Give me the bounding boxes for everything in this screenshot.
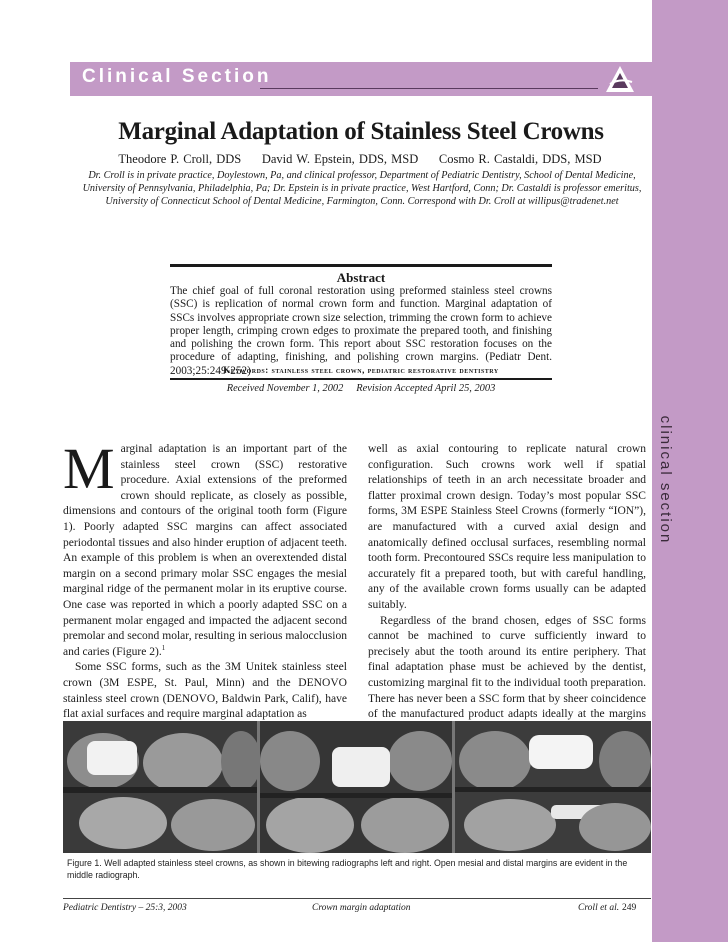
header-rule xyxy=(260,88,598,89)
footer-journal: Pediatric Dentistry – 25:3, 2003 xyxy=(63,903,187,913)
section-title: Clinical Section xyxy=(82,66,272,87)
side-section-label: clinical section xyxy=(657,415,674,545)
body-column-left xyxy=(63,436,347,723)
dropcap-letter: M xyxy=(63,436,115,501)
body-paragraph: well as axial contouring to replicate natural crown configuration. Such crowns work well if spatial relationships of teeth in an arch necessitate broader and flatter proximal crown design. Today’s most popular SSC forms, 3M ESPE Stainless Steel Crowns (formerly “ION”), are manufactured with a curved axial design and anatomically defined occlusal surfaces, resembling normal tooth form. Precontoured SSCs require less manipulation to accurately fit a prepared tooth, but with careful handling, any of the available crown forms usually can be adapted suitably. xyxy=(368,443,646,611)
body-paragraph: arginal adaptation is an important part of the stainless steel crown (SSC) restorative procedure. Axial extensions of the preformed crown should replicate, as closely as possible, dimensions and contours of the original tooth form (Figure 1). Poorly adapted SSC margins can affect associated periodontal tissues and also hinder eruption of adjacent teeth. An example of this problem is when an overextended distal margin on a second primary molar SSC engages the mesial marginal ridge of the permanent molar in its eruptive course. One case was reported in which a poorly adapted SSC on a permanent molar engaged and impacted the adjacent second premolar and second molar, resulting in serious malocclusion and caries (Figure 2). xyxy=(63,443,347,658)
article-title: Marginal Adaptation of Stainless Steel Crowns xyxy=(118,118,604,145)
abstract-bottom-rule xyxy=(170,378,552,380)
page-number: 249 xyxy=(622,903,637,913)
reference-marker: 1 xyxy=(161,643,166,652)
footer-running-title: Crown margin adaptation xyxy=(312,903,411,913)
body-paragraph: Regardless of the brand chosen, edges of SSC forms cannot be machined to curve sufficiently inward to precisely abut the tooth around its entire periphery. That final adaptation phase must be achieved by the dentist, customizing marginal fit to the individual tooth preparation. There has never been a SSC form that by sheer coincidence of the manufactured product adapts ideally at the margins xyxy=(368,614,646,721)
footer-rule xyxy=(63,898,651,899)
received-dates: Received November 1, 2002 Revision Accepted April 25, 2003 xyxy=(226,383,496,394)
author-affiliations: Dr. Croll is in private practice, Doylestown, Pa, and clinical professor, Department of Pediatric Dentistry, School of Dental Medicine, University of Pennsylvania, Philadelphia, Pa; Dr. Epstein is in private practice, West Hartford, Conn; Dr. Castaldi is professor emeritus, University of Connecticut School of Dental Medicine, Farmington, Conn. Correspond with Dr. Croll at willipus@tradenet.net xyxy=(82,170,642,207)
radiograph-middle xyxy=(260,721,452,853)
keywords: Keywords: stainless steel crown, pediatric restorative dentistry xyxy=(223,365,499,375)
radiograph-right xyxy=(455,721,651,853)
footer-authors: Croll et al. xyxy=(578,903,620,913)
body-column-right xyxy=(368,442,646,738)
abstract-heading: Abstract xyxy=(336,270,386,285)
figure-1-radiographs xyxy=(63,721,651,853)
journal-logo-icon xyxy=(604,64,636,94)
body-paragraph: Some SSC forms, such as the 3M Unitek stainless steel crown (3M ESPE, St. Paul, Minn) and the DENOVO stainless steel crown (DENOVO, Baldwin Park, Calif), have flat axial surfaces and require marginal adaptation as xyxy=(63,661,347,721)
abstract-top-rule xyxy=(170,264,552,267)
abstract-text: The chief goal of full coronal restoration using preformed stainless steel crowns (SSC) is replication of normal crown form and function. Marginal adaptation of SSCs involves appropriate crown size selection, trimming the crown form to achieve proper length, crimping crown edges to proximate the prepared tooth, and finishing and polishing the crown form. This report about SSC restoration focuses on the procedure of adapting, finishing, and polishing crown margins. (Pediatr Dent. 2003;25:249-252) xyxy=(170,285,552,377)
article-authors: Theodore P. Croll, DDS David W. Epstein, DDS, MSD Cosmo R. Castaldi, DDS, MSD xyxy=(118,152,602,166)
radiograph-left xyxy=(63,721,257,853)
figure-caption: Figure 1. Well adapted stainless steel crowns, as shown in bitewing radiographs left and right. Open mesial and distal margins are evident in the middle radiograph. xyxy=(67,858,628,880)
